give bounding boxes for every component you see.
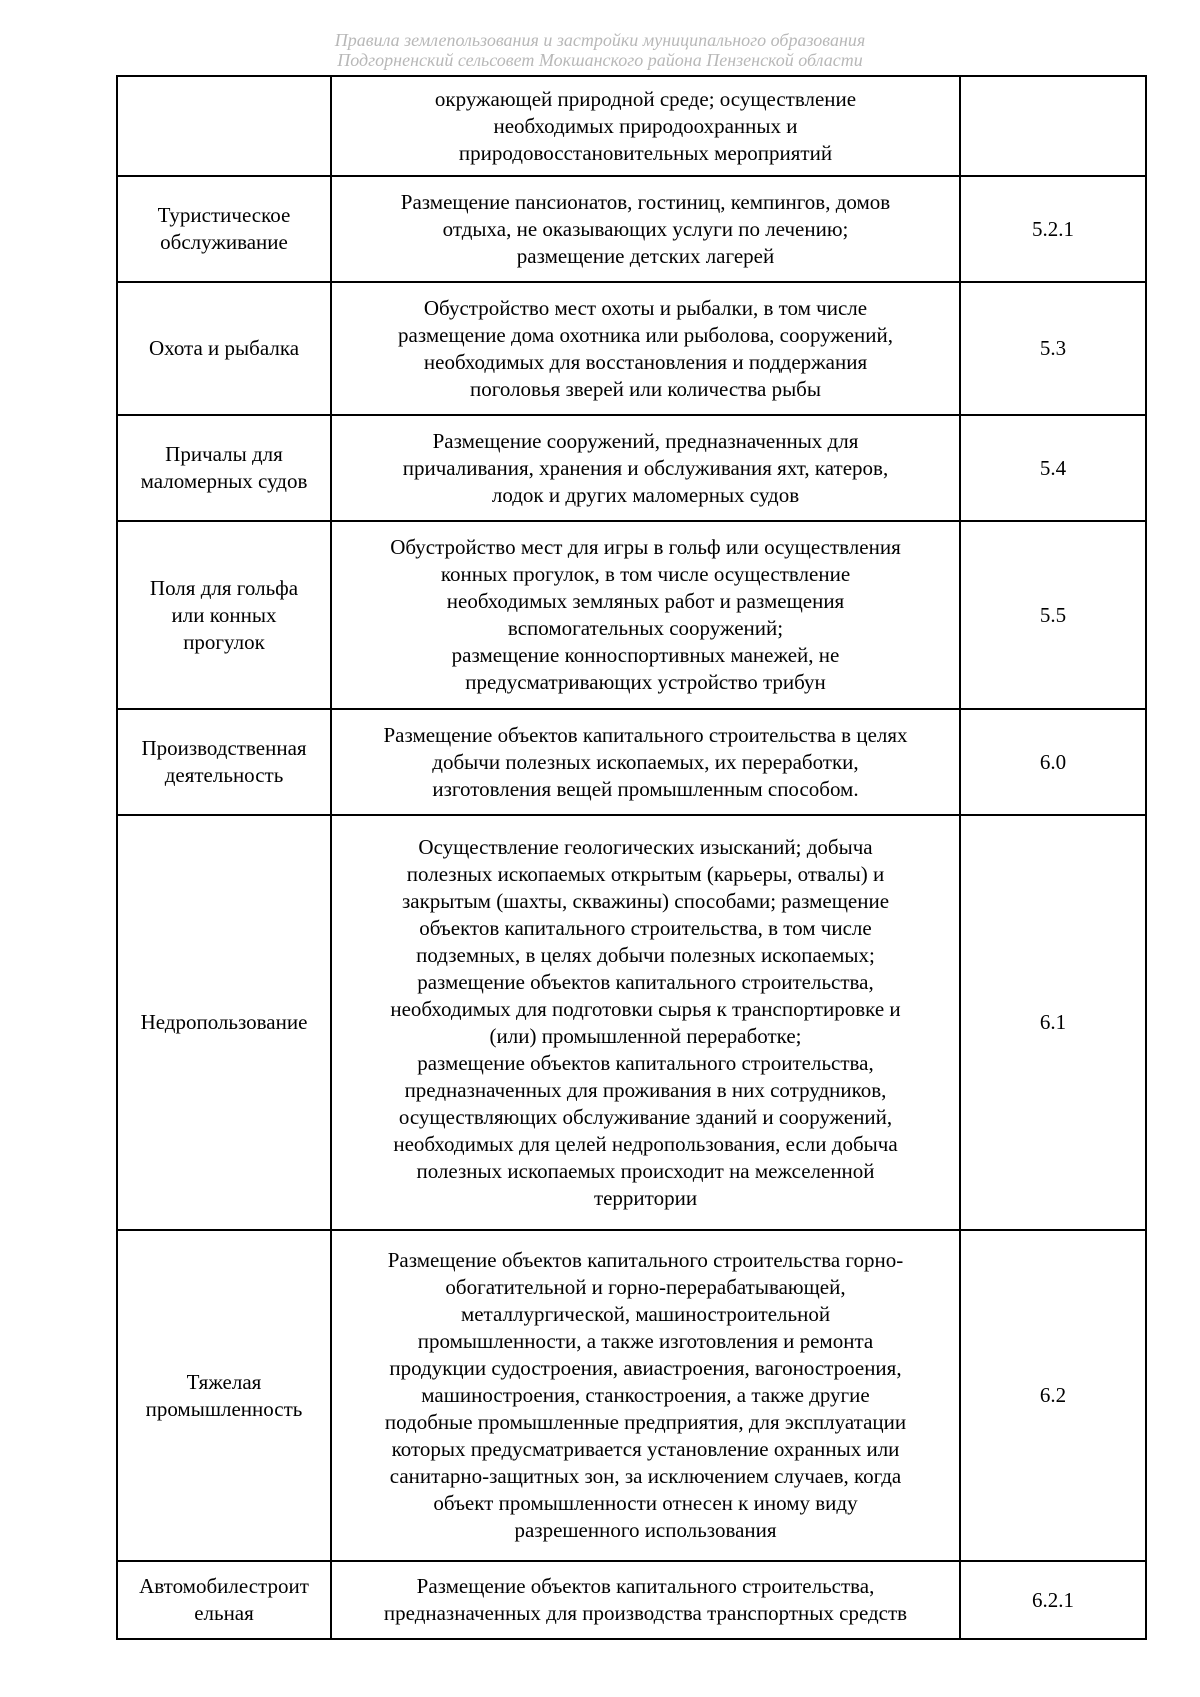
- use-code-cell: 5.4: [960, 415, 1146, 521]
- use-description-cell: Обустройство мест для игры в гольф или осуществления конных прогулок, в том числе осуществление необходимых земляных работ и размещения вспомогательных сооружений; размещение конноспортивных манежей, не предусматривающих устройство трибун: [331, 521, 960, 709]
- use-description-cell: Размещение объектов капитального строительства горно- обогатительной и горно-перерабатывающей, металлургической, машиностроительной промышленности, а также изготовления и ремонта продукции судостроения, авиастроения, вагоностроения, машиностроения, станкостроения, а также другие подобные промышленные предприятия, для эксплуатации которых предусматривается установление охранных или санитарно-защитных зон, за исключением случаев, когда объект промышленности отнесен к иному виду разрешенного использования: [331, 1230, 960, 1561]
- page-header: [0, 30, 1200, 70]
- use-code-cell: 5.5: [960, 521, 1146, 709]
- use-description-cell: Осуществление геологических изысканий; добыча полезных ископаемых открытым (карьеры, отвалы) и закрытым (шахты, скважины) способами; размещение объектов капитального строительства, в том числе подземных, в целях добычи полезных ископаемых; размещение объектов капитального строительства, необходимых для подготовки сырья к транспортировке и (или) промышленной переработке; размещение объектов капитального строительства, предназначенных для проживания в них сотрудников, осуществляющих обслуживание зданий и сооружений, необходимых для целей недропользования, если добыча полезных ископаемых происходит на межселенной территории: [331, 815, 960, 1230]
- header-line-2: Подгорненский сельсовет Мокшанского района Пензенской области: [337, 50, 863, 70]
- use-name-cell: [117, 76, 331, 176]
- table-row: [117, 1230, 1146, 1561]
- use-description-cell: Обустройство мест охоты и рыбалки, в том числе размещение дома охотника или рыболова, сооружений, необходимых для восстановления и поддержания поголовья зверей или количества рыбы: [331, 282, 960, 415]
- use-name-cell: Автомобилестроит ельная: [117, 1561, 331, 1639]
- use-code-cell: 6.0: [960, 709, 1146, 815]
- land-use-table: [116, 75, 1147, 1640]
- table-row: [117, 415, 1146, 521]
- use-name-cell: Производственная деятельность: [117, 709, 331, 815]
- use-name-cell: Туристическое обслуживание: [117, 176, 331, 282]
- use-code-cell: 5.3: [960, 282, 1146, 415]
- table-row: [117, 521, 1146, 709]
- use-name-cell: Охота и рыбалка: [117, 282, 331, 415]
- table-row: [117, 176, 1146, 282]
- table-row: [117, 709, 1146, 815]
- use-code-cell: 5.2.1: [960, 176, 1146, 282]
- use-name-cell: Недропользование: [117, 815, 331, 1230]
- use-name-cell: Причалы для маломерных судов: [117, 415, 331, 521]
- header-line-1: Правила землепользования и застройки муниципального образования: [334, 30, 866, 50]
- table-row: [117, 815, 1146, 1230]
- use-description-cell: Размещение пансионатов, гостиниц, кемпингов, домов отдыха, не оказывающих услуги по лечению; размещение детских лагерей: [331, 176, 960, 282]
- use-name-cell: Тяжелая промышленность: [117, 1230, 331, 1561]
- use-description-cell: Размещение объектов капитального строительства в целях добычи полезных ископаемых, их переработки, изготовления вещей промышленным способом.: [331, 709, 960, 815]
- use-code-cell: 6.2: [960, 1230, 1146, 1561]
- use-description-cell: Размещение объектов капитального строительства, предназначенных для производства транспортных средств: [331, 1561, 960, 1639]
- use-description-cell: Размещение сооружений, предназначенных для причаливания, хранения и обслуживания яхт, катеров, лодок и других маломерных судов: [331, 415, 960, 521]
- use-code-cell: 6.2.1: [960, 1561, 1146, 1639]
- use-code-cell: 6.1: [960, 815, 1146, 1230]
- use-code-cell: [960, 76, 1146, 176]
- table-row: [117, 76, 1146, 176]
- use-description-cell: окружающей природной среде; осуществление необходимых природоохранных и природовосстановительных мероприятий: [331, 76, 960, 176]
- table-row: [117, 1561, 1146, 1639]
- table-row: [117, 282, 1146, 415]
- use-name-cell: Поля для гольфа или конных прогулок: [117, 521, 331, 709]
